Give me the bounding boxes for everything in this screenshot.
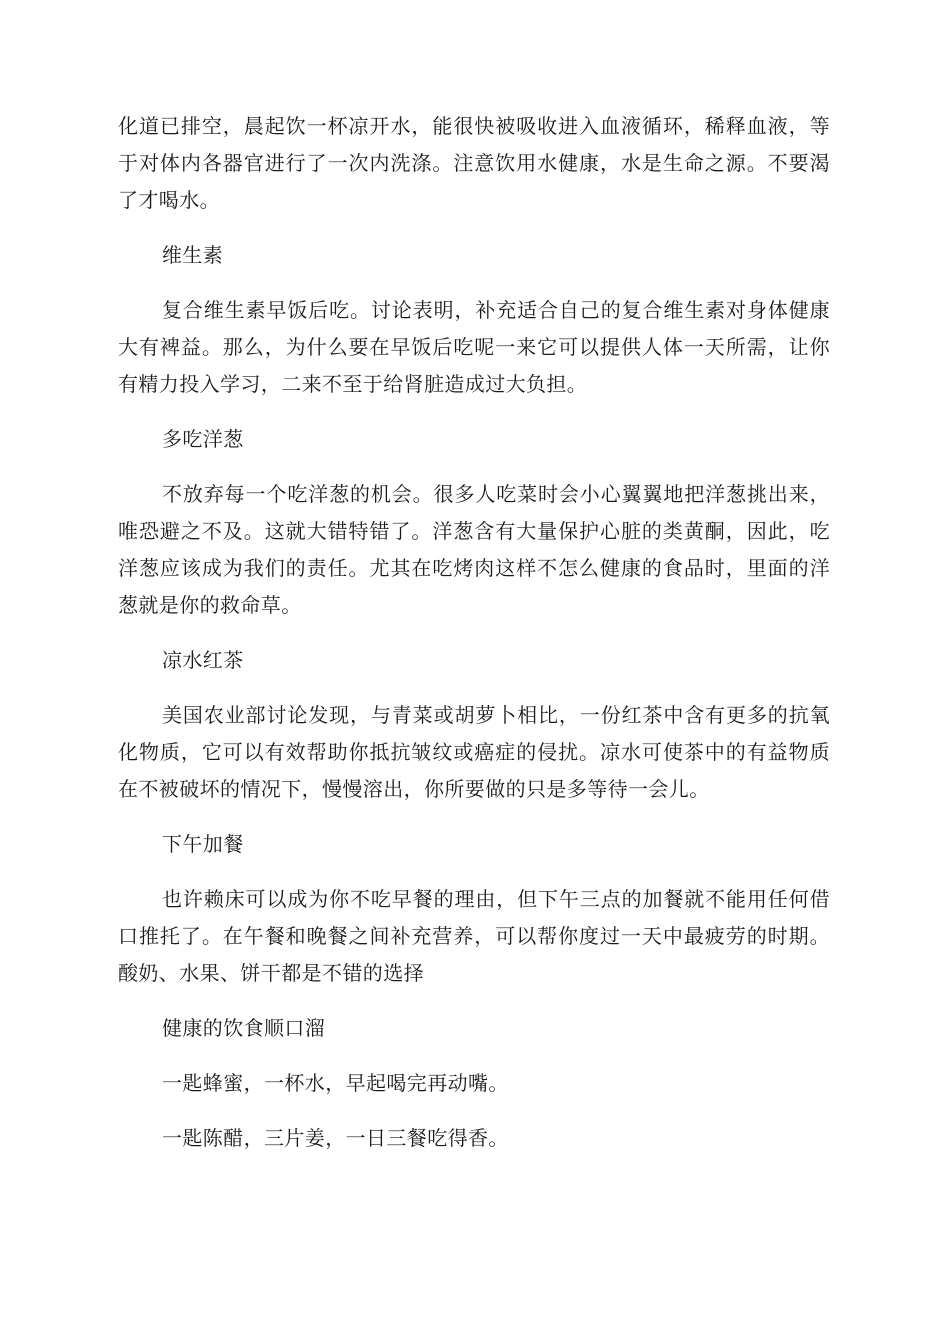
spacer xyxy=(118,679,830,697)
heading-cold-black-tea: 凉水红茶 xyxy=(162,648,244,672)
heading-vitamins: 维生素 xyxy=(162,243,224,267)
spacer xyxy=(118,458,830,476)
heading-onion: 多吃洋葱 xyxy=(162,427,244,451)
spacer xyxy=(118,808,830,826)
spacer xyxy=(118,624,830,642)
spacer xyxy=(118,219,830,237)
paragraph-vitamins: 复合维生素早饭后吃。讨论表明，补充适合自己的复合维生素对身体健康大有裨益。那么，为什么要在早饭后吃呢一来它可以提供人体一天所需，让你有精力投入学习，二来不至于给肾脏造成过大负担。 xyxy=(118,298,830,396)
spacer xyxy=(118,1047,830,1065)
rhyme-line-honey: 一匙蜂蜜，一杯水，早起喝完再动嘴。 xyxy=(162,1071,509,1095)
spacer xyxy=(118,1102,830,1120)
paragraph-afternoon-snack: 也许赖床可以成为你不吃早餐的理由，但下午三点的加餐就不能用任何借口推托了。在午餐和晚餐之间补充营养，可以帮你度过一天中最疲劳的时期。酸奶、水果、饼干都是不错的选择 xyxy=(118,887,830,985)
heading-afternoon-snack: 下午加餐 xyxy=(162,832,244,856)
paragraph-onion: 不放弃每一个吃洋葱的机会。很多人吃菜时会小心翼翼地把洋葱挑出来，唯恐避之不及。这就大错特错了。洋葱含有大量保护心脏的类黄酮，因此，吃洋葱应该成为我们的责任。尤其在吃烤肉这样不怎么健康的食品时，里面的洋葱就是你的救命草。 xyxy=(118,482,830,617)
spacer xyxy=(118,992,830,1010)
heading-diet-rhyme: 健康的饮食顺口溜 xyxy=(162,1016,326,1040)
rhyme-line-vinegar: 一匙陈醋，三片姜，一日三餐吃得香。 xyxy=(162,1126,509,1150)
document-page xyxy=(118,108,830,1157)
paragraph-cold-black-tea: 美国农业部讨论发现，与青菜或胡萝卜相比，一份红茶中含有更多的抗氧化物质，它可以有效帮助你抵抗皱纹或癌症的侵扰。凉水可使茶中的有益物质在不被破坏的情况下，慢慢溶出，你所要做的只是多等待一会儿。 xyxy=(118,703,830,801)
spacer xyxy=(118,403,830,421)
paragraph-water: 化道已排空，晨起饮一杯凉开水，能很快被吸收进入血液循环，稀释血液，等于对体内各器官进行了一次内洗涤。注意饮用水健康，水是生命之源。不要渴了才喝水。 xyxy=(118,114,830,212)
spacer xyxy=(118,274,830,292)
spacer xyxy=(118,863,830,881)
